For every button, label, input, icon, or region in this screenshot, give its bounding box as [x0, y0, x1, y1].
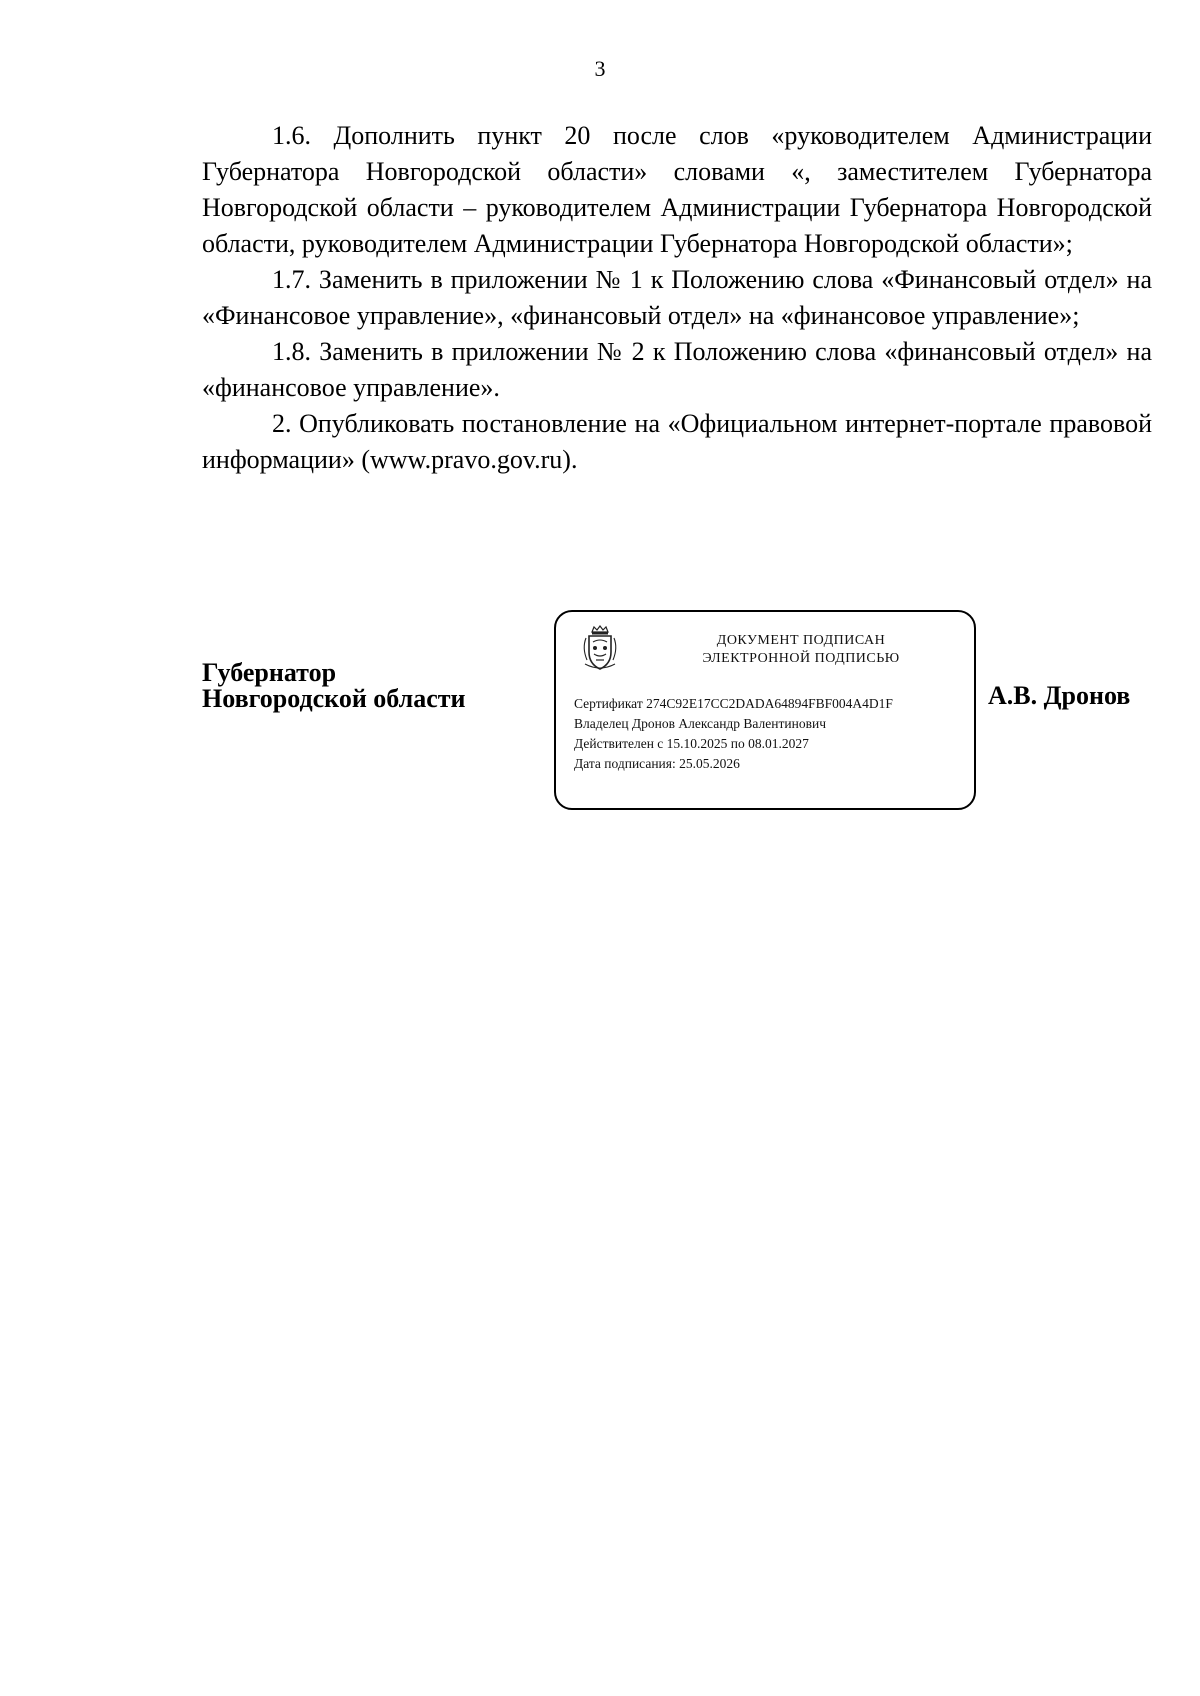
paragraph-2: 2. Опубликовать постановление на «Официальном интернет-портале правовой информации» (www.pravo.gov.ru). — [202, 409, 1152, 474]
paragraph-1-7: 1.7. Заменить в приложении № 1 к Положению слова «Финансовый отдел» на «Финансовое управление», «финансовый отдел» на «финансовое управление»; — [202, 265, 1152, 330]
signer-position — [202, 660, 466, 712]
stamp-title-line2: ЭЛЕКТРОННОЙ ПОДПИСЬЮ — [702, 651, 900, 666]
page-number: 3 — [594, 56, 606, 81]
stamp-details — [574, 694, 970, 774]
document-body — [202, 118, 1152, 478]
signer-position-line1: Губернатор — [202, 658, 337, 687]
signer-position-line2: Новгородской области — [202, 684, 466, 713]
stamp-title — [646, 632, 956, 668]
stamp-title-line1: ДОКУМЕНТ ПОДПИСАН — [716, 633, 886, 648]
stamp-certificate: Сертификат 274C92E17CC2DADA64894FBF004A4D1F — [574, 696, 893, 711]
stamp-validity: Действителен с 15.10.2025 по 08.01.2027 — [574, 736, 809, 751]
stamp-signing-date: Дата подписания: 25.05.2026 — [574, 756, 740, 771]
paragraph-1-6: 1.6. Дополнить пункт 20 после слов «руководителем Администрации Губернатора Новгородской области» словами «, заместителем Губернатора Новгородской области – руководителем Администрации Губернатора Новгородской области, руководителем Администрации Губернатора Новгородской области»; — [202, 121, 1152, 258]
stamp-owner: Владелец Дронов Александр Валентинович — [574, 716, 826, 731]
coat-of-arms-icon — [580, 624, 620, 672]
electronic-signature-stamp — [554, 610, 976, 810]
signer-name: А.В. Дронов — [988, 681, 1131, 710]
paragraph-1-8: 1.8. Заменить в приложении № 2 к Положению слова «финансовый отдел» на «финансовое управление». — [202, 337, 1152, 402]
